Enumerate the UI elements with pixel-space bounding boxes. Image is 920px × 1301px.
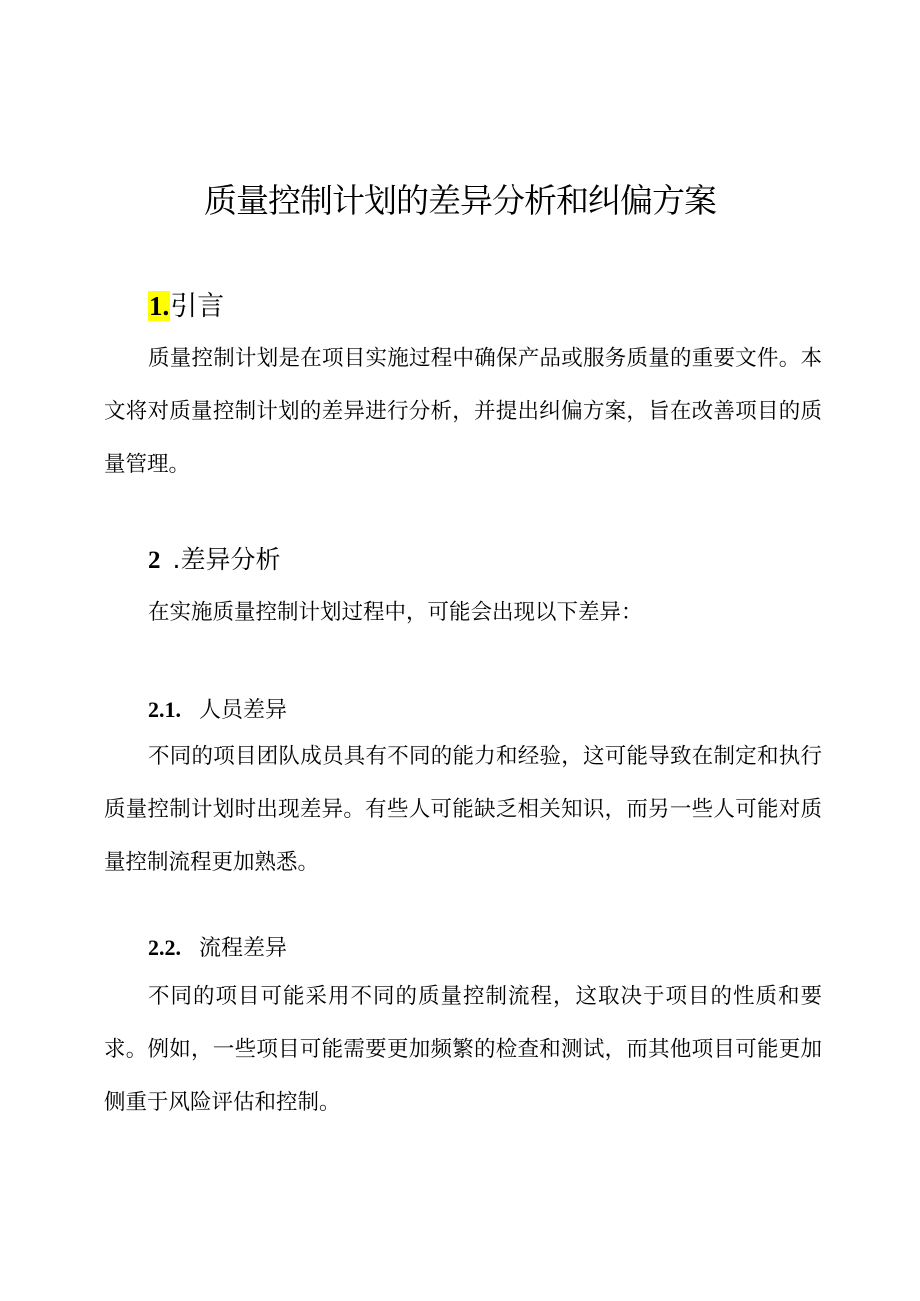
subsection-2-1-paragraph: 不同的项目团队成员具有不同的能力和经验，这可能导致在制定和执行质量控制计划时出现差异。有些人可能缺乏相关知识，而另一些人可能对质量控制流程更加熟悉。 xyxy=(104,744,822,875)
section-2-number: 2 xyxy=(148,547,161,574)
subsection-2-2-number: 2.2. xyxy=(148,935,181,960)
section-2-paragraph: 在实施质量控制计划过程中，可能会出现以下差异： xyxy=(148,600,643,625)
subsection-2-1-number: 2.1. xyxy=(148,697,181,722)
section-1-title: 引言 xyxy=(170,291,225,322)
section-1-paragraph: 质量控制计划是在项目实施过程中确保产品或服务质量的重要文件。本文将对质量控制计划的差异进行分析，并提出纠偏方案，旨在改善项目的质量管理。 xyxy=(104,346,822,477)
subsection-2-2-paragraph: 不同的项目可能采用不同的质量控制流程，这取决于项目的性质和要求。例如，一些项目可能需要更加频繁的检查和测试，而其他项目可能更加侧重于风险评估和控制。 xyxy=(104,984,822,1115)
section-2-title: .差异分析 xyxy=(172,545,281,574)
subsection-2-1-title: 人员差异 xyxy=(199,698,288,723)
subsection-2-1-heading xyxy=(148,692,287,729)
subsection-2-2-title: 流程差异 xyxy=(199,936,288,961)
document-title: 质量控制计划的差异分析和纠偏方案 xyxy=(204,181,716,220)
section-1-heading xyxy=(148,286,224,327)
section-1-number: 1. xyxy=(149,291,170,321)
subsection-2-2-heading xyxy=(148,930,287,967)
section-2-heading xyxy=(148,540,280,581)
